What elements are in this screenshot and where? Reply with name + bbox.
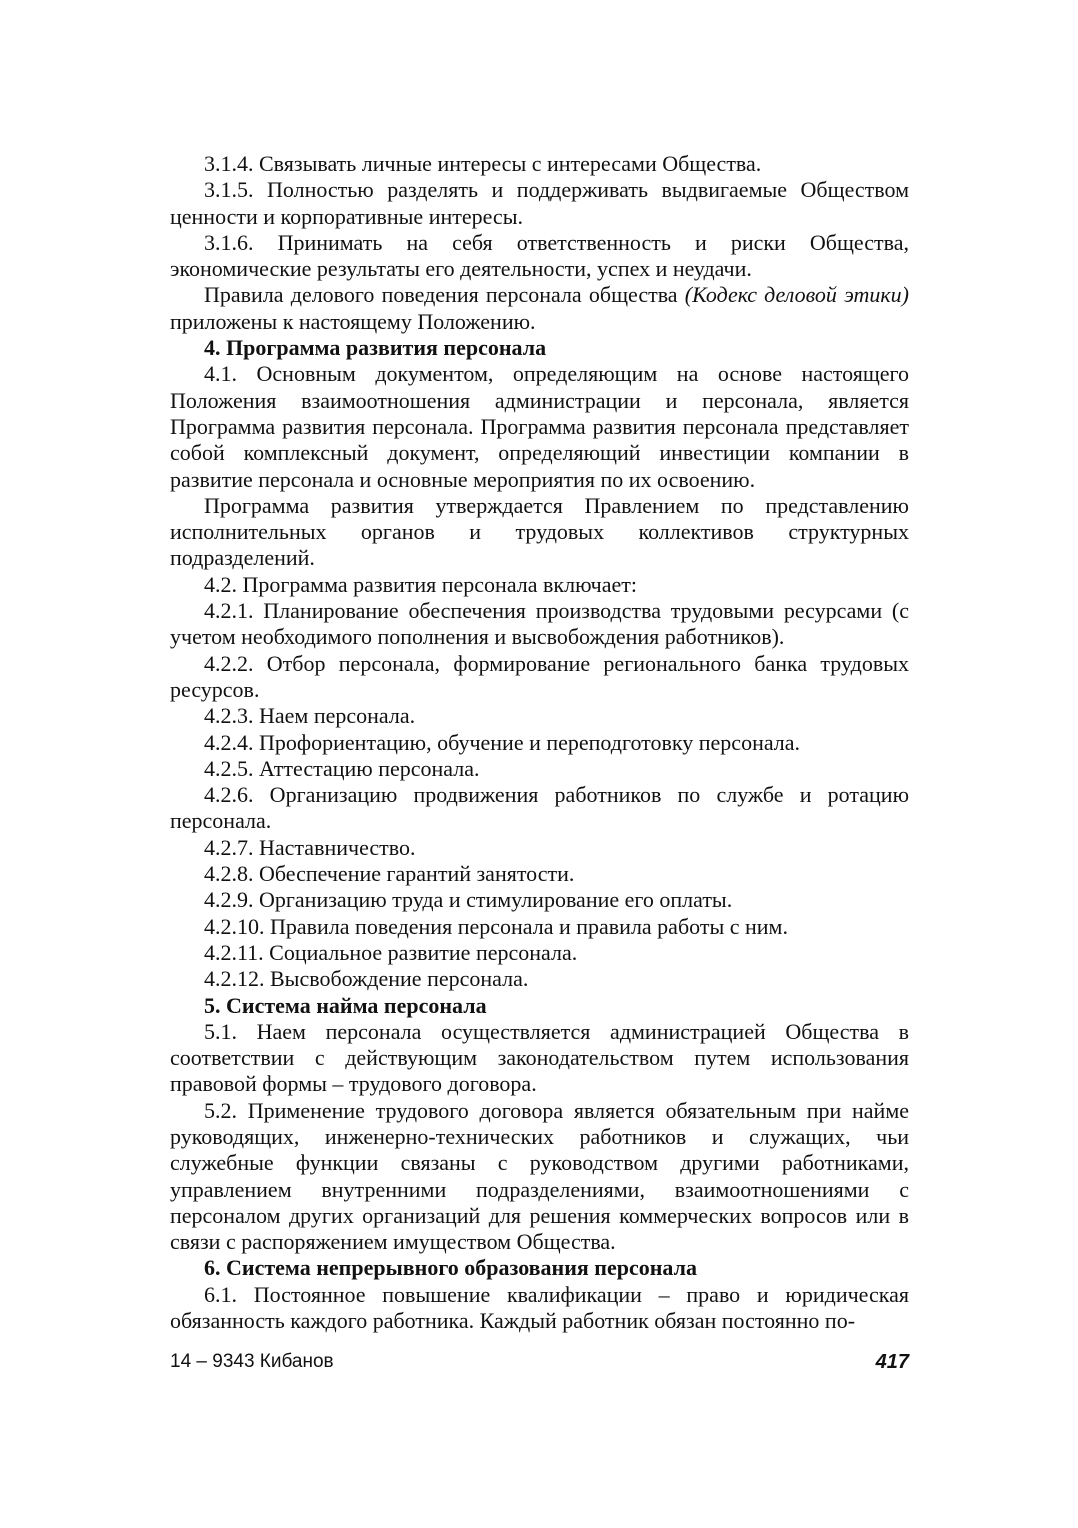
paragraph-5-1: 5.1. Наем персонала осуществляется администрацией Общества в соответствии с действующим законодательством путем использования правовой формы – трудового договора.: [170, 1018, 909, 1097]
page-number: 417: [875, 1351, 909, 1373]
section-4-heading: 4. Программа развития персонала: [204, 335, 547, 361]
paragraph-4-2-3: 4.2.3. Наем персонала.: [204, 703, 416, 729]
paragraph-6-1: 6.1. Постоянное повышение квалификации – право и юридическая обязанность каждого работника. Каждый работник обязан постоянно по-: [170, 1281, 909, 1334]
paragraph-4-2-7: 4.2.7. Наставничество.: [204, 834, 416, 860]
rules-text-start: Правила делового поведения персонала общества: [204, 282, 685, 308]
paragraph-business-rules: [170, 282, 909, 335]
rules-text-end: приложены к настоящему Положению.: [170, 308, 536, 334]
paragraph-4-2-4: 4.2.4. Профориентацию, обучение и переподготовку персонала.: [204, 729, 801, 755]
paragraph-4-2-9: 4.2.9. Организацию труда и стимулирование его оплаты.: [204, 887, 733, 913]
page-body: [170, 151, 909, 1334]
paragraph-3-1-4: 3.1.4. Связывать личные интересы с интересами Общества.: [204, 151, 762, 176]
signature-mark: 14 – 9343 Кибанов: [170, 1351, 334, 1372]
paragraph-program-approval: Программа развития утверждается Правлением по представлению исполнительных органов и трудовых коллективов структурных подразделений.: [170, 492, 909, 571]
paragraph-4-2-1: 4.2.1. Планирование обеспечения производства трудовыми ресурсами (с учетом необходимого пополнения и высвобождения работников).: [170, 598, 909, 650]
section-5-heading: 5. Система найма персонала: [204, 992, 487, 1018]
paragraph-4-2-10: 4.2.10. Правила поведения персонала и правила работы с ним.: [204, 913, 788, 939]
paragraph-4-2-8: 4.2.8. Обеспечение гарантий занятости.: [204, 861, 575, 887]
paragraph-4-2: 4.2. Программа развития персонала включает:: [204, 571, 638, 597]
paragraph-4-1: 4.1. Основным документом, определяющим на основе настоящего Положения взаимоотношения администрации и персонала, является Программа развития персонала. Программа развития персонала представляет собой комплексный документ, определяющий инвестиции компании в развитие персонала и основные мероприятия по их освоению.: [170, 361, 909, 492]
paragraph-4-2-6: 4.2.6. Организацию продвижения работников по службе и ротацию персонала.: [170, 782, 909, 834]
paragraph-3-1-5: 3.1.5. Полностью разделять и поддерживать выдвигаемые Обществом ценности и корпоративные интересы.: [170, 177, 909, 229]
paragraph-5-2: 5.2. Применение трудового договора является обязательным при найме руководящих, инженерно-технических работников и служащих, чьи служебные функции связаны с руководством другими работниками, управлением внутренними подразделениями, взаимоотношениями с персоналом других организаций для решения коммерческих вопросов или в связи с распоряжением имуществом Общества.: [170, 1097, 909, 1255]
paragraph-4-2-5: 4.2.5. Аттестацию персонала.: [204, 755, 480, 781]
paragraph-4-2-12: 4.2.12. Высвобождение персонала.: [204, 966, 529, 992]
paragraph-4-2-2: 4.2.2. Отбор персонала, формирование регионального банка трудовых ресурсов.: [170, 650, 909, 702]
rules-code-of-ethics: (Кодекс деловой этики): [684, 282, 909, 308]
section-6-heading: 6. Система непрерывного образования персонала: [204, 1255, 697, 1281]
paragraph-3-1-6: 3.1.6. Принимать на себя ответственность и риски Общества, экономические результаты его деятельности, успех и неудачи.: [170, 229, 909, 282]
paragraph-4-2-11: 4.2.11. Социальное развитие персонала.: [204, 939, 578, 965]
